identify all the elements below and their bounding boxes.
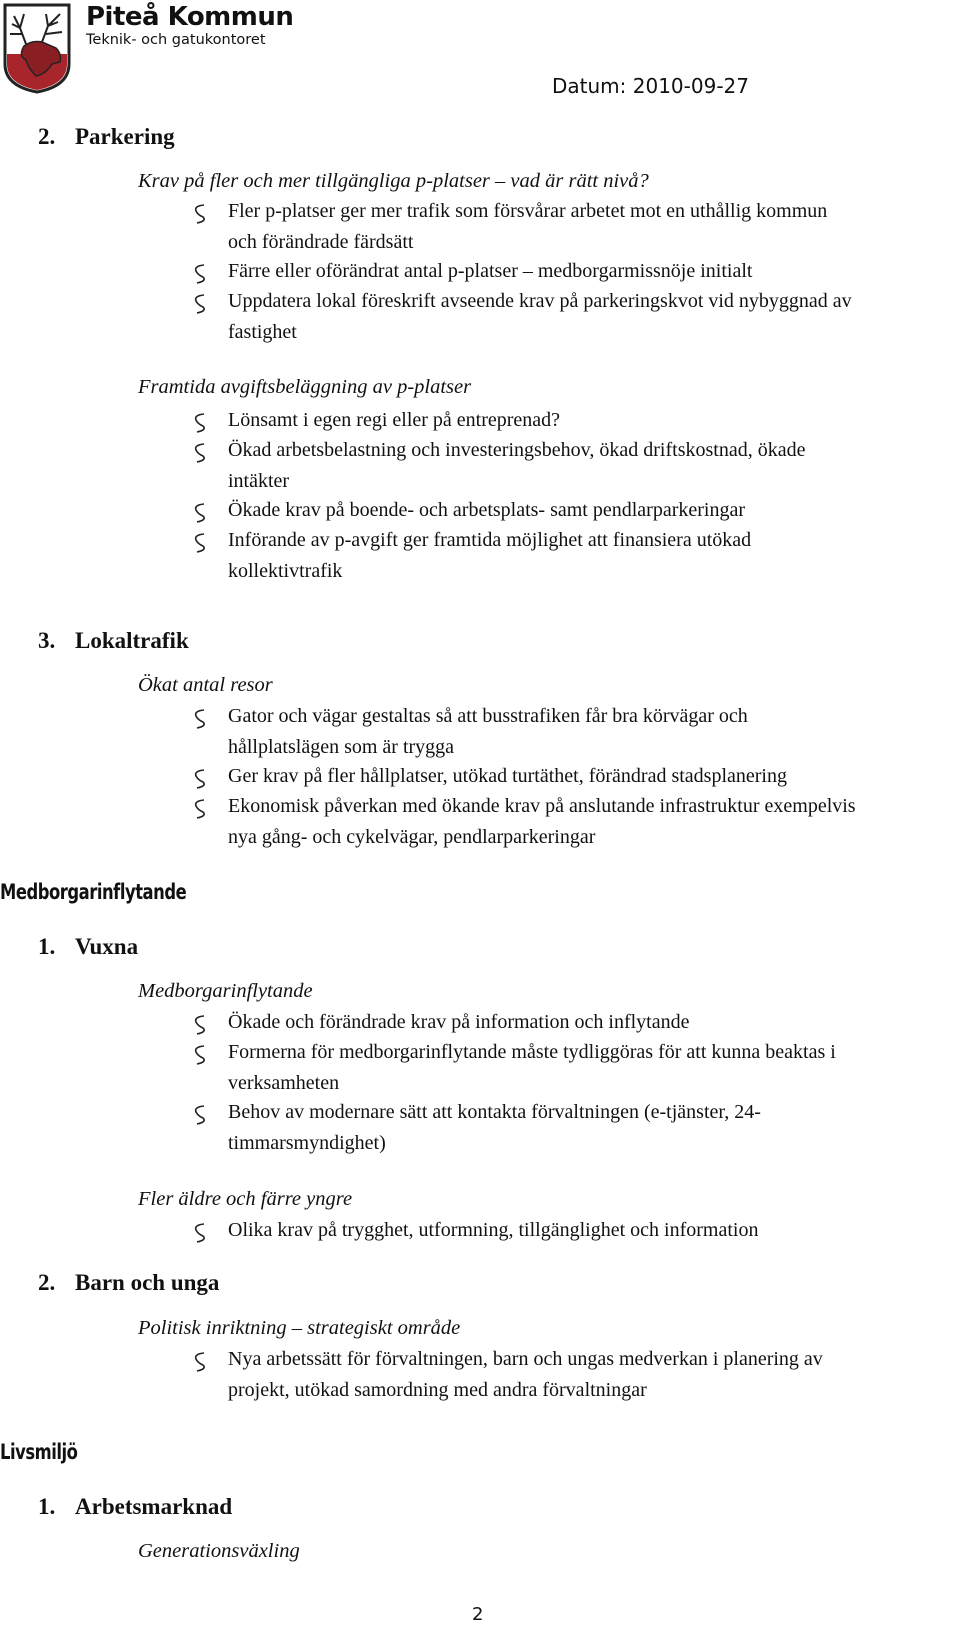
subheading: Framtida avgiftsbeläggning av p-platser [138, 376, 472, 398]
curved-bullet-icon [190, 798, 210, 820]
section-title: Lokaltrafik [75, 628, 189, 653]
curved-bullet-icon [190, 532, 210, 554]
list-item: Behov av modernare sätt att kontakta förvaltningen (e-tjänster, 24- timmarsmyndighet) [228, 1101, 761, 1154]
section-number: 3. [38, 628, 56, 653]
document-date: Datum: 2010-09-27 [552, 74, 749, 98]
section-number: 2. [38, 1270, 56, 1295]
list-item: Ökade krav på boende- och arbetsplats- samt pendlarparkeringar [228, 499, 746, 521]
curved-bullet-icon [190, 1222, 210, 1244]
list-item: Lönsamt i egen regi eller på entreprenad? [228, 409, 561, 431]
page-number: 2 [472, 1604, 484, 1625]
list-item: Ekonomisk påverkan med ökande krav på anslutande infrastruktur exempelvis nya gång- och cykelvägar, pendlarparkeringar [228, 795, 856, 848]
list-item: Uppdatera lokal föreskrift avseende krav på parkeringskvot vid nybyggnad av fastighet [228, 290, 852, 343]
curved-bullet-icon [190, 412, 210, 434]
list-item: Gator och vägar gestaltas så att busstrafiken får bra körvägar och hållplatslägen som är trygga [228, 705, 748, 758]
list-item: Olika krav på trygghet, utformning, tillgänglighet och information [228, 1219, 759, 1241]
curved-bullet-icon [190, 1044, 210, 1066]
chapter-heading: Medborgarinflytande [0, 880, 187, 904]
curved-bullet-icon [190, 502, 210, 524]
section-title: Vuxna [75, 934, 139, 959]
list-item: Ökade och förändrade krav på information och inflytande [228, 1011, 690, 1033]
section-number: 1. [38, 934, 56, 959]
section-parkering-heading [38, 124, 175, 150]
municipality-logo [2, 2, 72, 94]
list-item: Formerna för medborgarinflytande måste tydliggöras för att kunna beaktas i verksamheten [228, 1041, 836, 1094]
section-title: Arbetsmarknad [75, 1494, 233, 1519]
curved-bullet-icon [190, 442, 210, 464]
section-number: 1. [38, 1494, 56, 1519]
subheading: Fler äldre och färre yngre [138, 1188, 353, 1210]
subheading: Medborgarinflytande [138, 980, 313, 1002]
section-vuxna-heading [38, 934, 138, 960]
section-arbetsmarknad-heading [38, 1494, 232, 1520]
curved-bullet-icon [190, 1014, 210, 1036]
subheading: Politisk inriktning – strategiskt område [138, 1317, 461, 1339]
org-header [86, 2, 293, 48]
curved-bullet-icon [190, 293, 210, 315]
curved-bullet-icon [190, 263, 210, 285]
curved-bullet-icon [190, 203, 210, 225]
list-item: Ökad arbetsbelastning och investeringsbehov, ökad driftskostnad, ökade intäkter [228, 439, 806, 492]
chapter-heading: Livsmiljö [0, 1440, 78, 1464]
list-item: Ger krav på fler hållplatser, utökad turtäthet, förändrad stadsplanering [228, 765, 787, 787]
curved-bullet-icon [190, 708, 210, 730]
section-barn-heading [38, 1270, 219, 1296]
section-lokaltrafik-heading [38, 628, 189, 654]
subheading: Krav på fler och mer tillgängliga p-platser – vad är rätt nivå? [138, 170, 649, 192]
reindeer-shield-icon [2, 2, 72, 94]
section-number: 2. [38, 124, 56, 149]
list-item: Införande av p-avgift ger framtida möjlighet att finansiera utökad kollektivtrafik [228, 529, 752, 582]
list-item: Nya arbetssätt för förvaltningen, barn och ungas medverkan i planering av projekt, utökad samordning med andra förvaltningar [228, 1348, 823, 1401]
org-name: Piteå Kommun [86, 2, 294, 32]
curved-bullet-icon [190, 1104, 210, 1126]
curved-bullet-icon [190, 1351, 210, 1373]
section-title: Barn och unga [75, 1270, 220, 1295]
subheading: Generationsväxling [138, 1540, 300, 1562]
curved-bullet-icon [190, 768, 210, 790]
subheading: Ökat antal resor [138, 674, 273, 696]
section-title: Parkering [75, 124, 175, 149]
org-department: Teknik- och gatukontoret [86, 32, 266, 48]
list-item: Fler p-platser ger mer trafik som försvårar arbetet mot en uthållig kommun och förändrade färdsätt [228, 200, 828, 253]
list-item: Färre eller oförändrat antal p-platser – medborgarmissnöje initialt [228, 260, 753, 282]
